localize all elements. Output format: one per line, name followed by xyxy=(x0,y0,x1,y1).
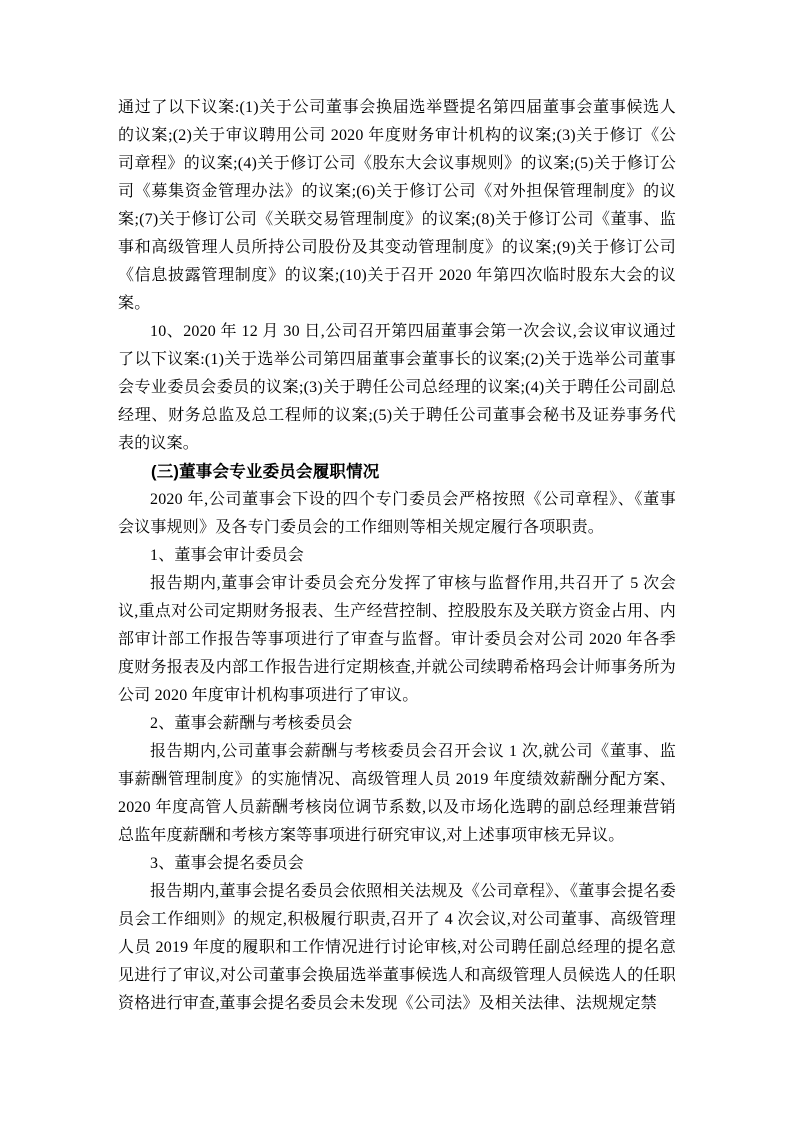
section-heading-committee-performance: (三)董事会专业委员会履职情况 xyxy=(151,463,380,481)
paragraph-nomination-committee: 报告期内,董事会提名委员会依照相关法规及《公司章程》、《董事会提名委员会工作细则》的规定,积极履行职责,召开了 4 次会议,对公司董事、高级管理人员 2019 年度的履职和工作情况进行讨论审核,对公司聘任副总经理的提名意见进行了审议,对公司董事会换届选举董事候选人和高级管理人员候选人的任职资格进行审查,董事会提名委员会未发现《公司法》及相关法律、法规规定禁 xyxy=(118,883,676,1012)
paragraph-committees-overview: 2020 年,公司董事会下设的四个专门委员会严格按照《公司章程》、《董事会议事规则》及各专门委员会的工作细则等相关规定履行各项职责。 xyxy=(118,491,676,536)
subheading-audit-committee: 1、董事会审计委员会 xyxy=(150,547,305,564)
subheading-nomination-committee: 3、董事会提名委员会 xyxy=(150,855,305,872)
subheading-remuneration-committee: 2、董事会薪酬与考核委员会 xyxy=(150,715,353,732)
paragraph-continued-resolutions: 通过了以下议案:(1)关于公司董事会换届选举暨提名第四届董事会董事候选人的议案;(2)关于审议聘用公司 2020 年度财务审计机构的议案;(3)关于修订《公司章程》的议案;(4)关于修订公司《股东大会议事规则》的议案;(5)关于修订公司《募集资金管理办法》的议案;(6)关于修订公司《对外担保管理制度》的议案;(7)关于修订公司《关联交易管理制度》的议案;(8)关于修订公司《董事、监事和高级管理人员所持公司股份及其变动管理制度》的议案;(9)关于修订公司《信息披露管理制度》的议案;(10)关于召开 2020 年第四次临时股东大会的议案。 xyxy=(118,99,676,312)
document-content xyxy=(118,94,676,1018)
paragraph-remuneration-committee: 报告期内,公司董事会薪酬与考核委员会召开会议 1 次,就公司《董事、监事薪酬管理制度》的实施情况、高级管理人员 2019 年度绩效薪酬分配方案、2020 年度高管人员薪酬考核岗位调节系数,以及市场化选聘的副总经理兼营销总监年度薪酬和考核方案等事项进行研究审议,对上述事项审核无异议。 xyxy=(118,743,676,844)
paragraph-board-meeting-item-10: 10、2020 年 12 月 30 日,公司召开第四届董事会第一次会议,会议审议通过了以下议案:(1)关于选举公司第四届董事会董事长的议案;(2)关于选举公司董事会专业委员会委员的议案;(3)关于聘任公司总经理的议案;(4)关于聘任公司副总经理、财务总监及总工程师的议案;(5)关于聘任公司董事会秘书及证券事务代表的议案。 xyxy=(118,323,676,452)
paragraph-audit-committee: 报告期内,董事会审计委员会充分发挥了审核与监督作用,共召开了 5 次会议,重点对公司定期财务报表、生产经营控制、控股股东及关联方资金占用、内部审计部工作报告等事项进行了审查与监督。审计委员会对公司 2020 年各季度财务报表及内部工作报告进行定期核查,并就公司续聘希格玛会计师事务所为公司 2020 年度审计机构事项进行了审议。 xyxy=(118,575,676,704)
